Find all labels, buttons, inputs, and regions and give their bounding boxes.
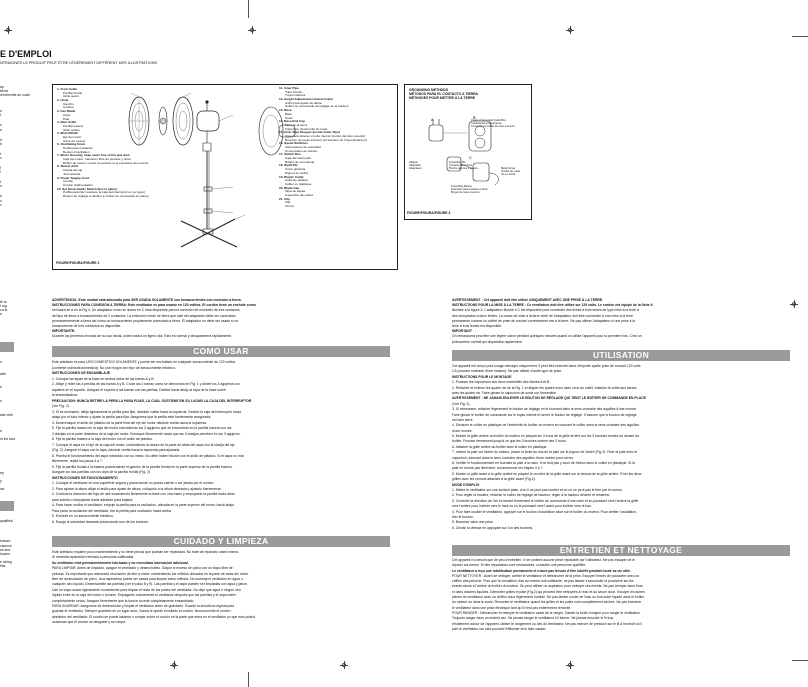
parts-list-item: 2. Hook [57,98,69,103]
section-bar-entretien: ENTRETIEN ET NETTOYAGE [452,545,790,556]
page-subtitle: NTRAIGNES LE PRODUIT PEUT ÊTRE LÉGÈREMENT DIFFÉRENT DES ILLUSTRATIONS [0,61,158,65]
parts-list-item: Pignon de l'arbre [285,170,309,175]
figure-2-caption: FIGURE/FIGURA/FIGURE 2 [56,261,100,265]
text-line: d'une montre. [452,428,473,433]
text-line: 8. Vérifier le fonctionnement en tournant la pale à la main. Il ne doit pas y avoir de friction avec le collier en plastique. Si la [452,461,635,466]
parts-list-item: 6. Oscillating Knob [57,142,86,147]
text-line: Para parar la oscilación del ventilador, tire la perilla para oscilación hacia arriba. [52,508,172,513]
french-utilisation [452,364,792,531]
parts-list-item: Crochet [63,105,74,110]
parts-list-item: Perilla para oscilación [63,146,94,150]
text-line: vers l'arrière pour incliner vers le haut ou en la poussant vers l'avant pour incliner vers le bas. [452,504,592,509]
french-entretien [452,558,792,632]
text-line: aquellos en el soporte. Asegure el soporte a las barras con las perillas. Deslice hacia abajo la tapa de la base sobre [52,387,226,392]
text-line: INSTRUCTIONS POUR LA MISE À LA TERRE : Ce ventilateur doit être utilisé sur 120 volts. Le cordon est équipé de la fiche A [452,303,653,308]
text-line: Su ventilador está permanentemente lubricado y no necesitara lubricación adicional. [52,560,189,565]
parts-list-item: Joint articulé [63,171,81,176]
text-line: Toujours ranger dans un endroit sec. Ne jamais ranger le ventilateur s'il tourne. Ne jamais enrouler le fil trop [452,616,614,621]
left-column-fragments: te ar t rug ou le e s with e s ade with e in the tara ep y ow qualified ensure vacuum es and loosen e wiring this [0,300,16,568]
parts-list-item: Bouton de réglage (maintien le boîtier de commande en place) [63,193,149,198]
parts-list-item: Caja del interruptor [285,156,312,161]
parts-list-item: Verrou [285,204,295,208]
registration-mark [170,661,178,669]
parts-list-item: 7. Motor Housing; keep vents free of lint and dust [57,153,130,158]
parts-list-col1 [57,88,157,199]
text-line: POUR RANGER : Débrancher et nettoyer le ventilateur avant de le ranger. Garder la boîte d'origine pour ranger le ventilateur. [452,610,641,615]
parts-list-item: 9. Power Supply Cord [57,175,89,180]
text-line: CA (courant ordinaire d'une maison). Ne pas utiliser d'autre type de prise. [452,369,563,374]
registration-mark [248,26,256,34]
parts-list-item: Tubo interior [285,89,303,94]
crop-mark [792,660,808,661]
text-line: évents situés à l'arrière du boîtier du moteur. On peut utiliser un aspirateur pour nettoyer ces évents. Ne pas tremper dans l'eau [452,584,643,589]
text-line: tomacorriente de tres contactos es disponible. [52,323,122,328]
figure-3-box [404,84,532,220]
text-line: se ilustra en A en la Fig 3. Un adaptador como se ilustra en C está disponible para la conexión de enchufes de tres contactos [52,308,240,313]
parts-list-item: Parrilla frontal [63,90,83,95]
text-line: alrededor del ventilador. El cordón se puede lastimar o romper sobre el cordón en la parte que entra en el ventilador yo que esto podría [52,614,256,619]
parts-list-item: 18. Shaft Pin [279,163,298,168]
text-line: abajo por el tubo interior y ajuste la perilla para fijar. Asegúrese que la perilla esté fuertemente asegurada. [52,415,212,419]
text-line: 7. Insérer la pale sur l'arbre du moteur, placer la fente au dos de la pale sur le pignon de l'arbre (Fig.2). Fixer la pale avec le [452,450,638,455]
parts-list-item: 13. Base [279,108,292,113]
parts-list-item: Socle [285,115,293,120]
text-line: Cet appareil est conçu pour usage ménager uniquement. Il peut être branché dans n'importe quelle prise de courant 120 volts [452,364,641,368]
text-line: (Voir Fig. 2). [452,401,471,406]
text-line: 3. Contrôler la direction de l'air en tenant fermement le boîtier de commande d'une main et en poussant vers l'arrière la grille [452,498,639,503]
registration-mark [340,661,348,669]
parts-list-item: Clip [285,200,291,205]
parts-list-item: Parrilla trasera [63,123,84,128]
text-line: PRECAUCION: NUNCA RETIRE LA PERILLA PARA FIJAR, LA CUAL SOSTIENE EN SU LUGAR LA CAJA DEL INTERRUPTOR [52,398,252,403]
text-line: 2. Para ajustar la altura afloje el anillo para ajuste de altura; colóquelo a la altura deseada y ajústelo fuertemente. [52,486,222,491]
text-line: PARA LIMPIAR: Antes de limpiarlo, apague el ventilador y desenchúfelo. Saque el exceso de polvo con un trapo libre de [52,566,233,571]
parts-list-item: 14. Base End Cap [279,119,305,124]
text-line: 3. Si es necesario, afloje ligeramente la perilla para fijar, dándole vuelta hacia la izquierda. Deslice la caja del interruptor hacia [52,409,242,414]
parts-list-item: Capuchon d'extrémité du socle [285,126,328,131]
spanish-warning [52,298,390,340]
parts-list-item: 5. Motor/Shaft [57,131,78,136]
text-line: 6. Escoja la velocidad deseada presionando uno de los botones. [52,519,149,524]
parts-list-item: Clavija del eje [63,168,83,173]
text-line: 1. Coloque las tapas de la base en ambos lados de las barras A y B. [52,376,155,381]
parts-list-item: Caja del motor; mantener libre de pelusas y polvo [63,157,132,162]
text-line: AVERTISSEMENT : NE JAMAIS ENLEVER LE BOUTON DE RÉGLAGE QUI TIENT LE BOÎTIER DE COMMANDE EN PLACE [452,396,646,401]
text-line: pièces du ventilateur avec un chiffon doux légèrement humide. Ne pas laisser couler de l'eau ou tout autre liquide dans le boîtier [452,595,645,600]
parts-list-item: Tapa de la tierra [285,122,308,127]
parts-list-item: Capuchon des pales [285,192,314,197]
text-line: 7. Coloque el aspa en el eje de la caja del motor, coincidiendo la ranura de la parte de atrás del aspa con la clavija del eje [52,442,235,447]
text-line: pelusas. Es importante que adecuada circulación de aire a motor, manteniendo los orificios ubicados en la parte de atrás del motor [52,571,249,576]
parts-list-item: 20. Blade Cap [279,185,300,190]
text-line: IMPORTANT [452,329,472,334]
text-line: 1. Coloque el ventilador en una superficie segura y plana donde no pueda caerse o ser jalado por el cordón. [52,481,215,485]
text-line: del tipo de tierra a tomacorrientes de 2 contactos. La extensión verde de tierra que sale del adaptador debe ser conectado [52,313,236,318]
text-line: terre à trois fentes est disponible. [452,323,502,328]
text-line: 2. Pour régler la hauteur, relâcher le collier de réglage de hauteur, régler à la hauteur désirée et resserrer. [452,493,611,498]
text-line: étroitement autour de l'appareil, utiliser le rangement ou des du ventilateur. Ne pas exercer de pression sur le fil à l'endroit où il [452,621,642,626]
text-line: phénomène normal qui disparaîtra rapidement. [452,339,523,344]
parts-list-item: 10. Set Knob (holds Switch Box in place) [57,186,117,191]
parts-list-item: Cordon d'alimentation [63,182,93,187]
text-line: 5. Enchufe en un tomacorriente eléctrico. [52,514,114,518]
parts-list-item: 1. Front Grille [57,87,78,91]
parts-list-item: Bouchon de tuyau intérieur (à l'intérieur du Tuyau Extérieur) [285,137,367,142]
section-bar-como-usar: COMO USAR [52,346,390,357]
text-line: para subirla o empujando hacia adelante para bajarla. [52,497,134,502]
text-line: INSTRUCCIONES DE FUNCIONAMIENTO [52,475,118,480]
text-line: permanentemente a tierra así como un tomacorriente propiamente conectado a tierra. El adaptador no debe ser usado si un [52,318,239,323]
text-line: Cet appareil n'a besoin que de peu d'entretien. Il ne contient aucune pièce réparable par l'utilisateur. Ne pas essayer de le [452,558,635,562]
left-margin-fragments: ap tierra d'extremite du socle n t s e d b t c t l t s e u c [0,85,31,207]
text-line: POUR NETTOYER : Avant de nettoyer, arrêter le ventilateur et débrancher de la prise. Essuyer l'excès de poussière avec un [452,573,640,578]
text-line: illustrée à la figure 3. L'adaptateur illustré à C est disponible pour connecter des fiches à trois lames de type mise à la terre à [452,308,639,313]
text-line: 9. Monter la grille avant à la grille arrière en plaçant le crochet de la grille avant sur le dessus de la grille arrière. Fixer les deux [452,471,642,476]
text-line: 1. Pousser les capuchons aux deux extrémités des Barres A et B. [452,380,551,385]
parts-list-item: Cordón [63,179,74,184]
text-line: pale ne tourne pas librement, recommencer les étapes 4 à 7. [452,466,544,471]
parts-list-item: Anillo para ajuste de altura [285,100,322,105]
spanish-como-usar [52,360,390,525]
parts-list-item: Gancho [63,101,74,106]
text-line: libre de acumulación de polvo. Una aspiradora puede ser usada para limpiar estos orificios. No sumerja el ventilador en agua o [52,576,243,581]
text-line: 1. Mettre le ventilateur sur une surface plate, d'où il ne peut pas tomber et où on ne peut pas le tirer par le cordon. [452,487,623,492]
section-bar-cuidado: CUIDADO Y LIMPIEZA [52,536,390,547]
parts-list-item: Bouton d'oscillation [63,149,90,154]
label-grounding-pin: Grounding Pin Contacto para tierra Broche de mise à la terre [449,161,478,170]
text-line: Durante los primeros minutos de su uso inicial, usted notará un ligero olor. Esto es normal y desaparecerá rápidamente. [52,334,232,339]
parts-list-item: 8. Swivel Joint [57,164,79,169]
text-line: libremente, repita los pasos 4 a 7. [52,459,103,463]
label-metal-screw: Metal Screw Tornillo de metal Vis en métal [501,167,520,176]
text-line: Este artefacto requiere poco mantenimiento y no tiene piezas que puedan ser reparadas. No trate de repararlo usted mismo. [52,550,240,554]
text-line: cualquier otro líquido. Desensamble las parrillas (ver el paso 8 y 9). Las parrillas y el aspa pueden ser limpiadas con agua y jabón. [52,582,248,587]
text-line: ni dans d'autres liquides. Démonter grilles et pale (Fig.2) qui peuvent être nettoyées à l'eau et au savon doux. Essuyer les autres [452,589,645,594]
figure-3-caption: FIGURE/FIGURA/FIGURE 3 [407,211,451,215]
registration-mark [566,26,574,34]
figure-3-title: GROUNDING METHODS MÉTODOS PARA EL CONTACTO A TIERRA MÉTHODES POUR METTRE À LA TERRE [409,88,479,101]
text-line: 3 clavijas en la parte delantera de la caja del motor. Enrosque firmemente hasta que las 3 clavijas penetren en los 3 agujeros. [52,431,241,436]
text-line: 6. Fije la parrilla trasera a la caja del motor con el anillo de plástico. [52,437,154,441]
registration-mark [566,661,574,669]
parts-list-item: Interruptores de velocidad [285,145,321,149]
parts-list-item: 15. Inner Pipe Stopper (inside Outer Pipe) [279,130,341,135]
text-line: líquido entre en la caja del motor o la base. Enjuáguelo nuevamente el ventilador después que las parrillas y el aspa estén [52,593,236,598]
text-line: 6. Attacher la grille arrière au boîtier avec le collier en plastique. [452,444,548,449]
text-line: 2. Relâcher et enlever les quatre vis de la Fig. 1 et aligner les quatre trous avec ceux du collet. Attacher le collet aux barres [452,385,637,390]
text-line: ADVERTENCIA: Este unidad está adecuada para SER USADA SOLAMENTE con tomacorrientes con conexión a tierra. [52,298,242,302]
french-warning [452,298,792,345]
parts-list-item: Eje del motor [63,134,82,139]
text-line: (Fig. 2). Asegure el aspa con la tapa, dándole vuelta hacia la izquierda para ajustarla. [52,448,181,452]
text-line: 5. Fije la parrilla trasera en la caja del motor coincidiendo los 2 agujeros que se encuentran en la parrilla trasera con las [52,426,232,430]
text-line: 9. Fije la parrilla frontal a la trasera posicionando el gancho de la parrilla frontal en la parte superior de la parrilla trasera. [52,464,233,469]
text-line: capuchon, tournant dans le sens contraire des aiguilles d'une montre pour serrer. [452,455,574,460]
text-line: AVERTISSEMENT : Cet appareil doit être utilisé UNIQUEMENT AVEC UNE PRISE À LA TERRE. [452,298,604,302]
text-line: 4. Para hacer oscilar el ventilador, empuje la perilla para la oscilación, ubicada en la parte superior del motor, hacia abajo. [52,503,235,507]
text-line: 4. Pour faire osciller le ventilateur, appuyer sur le bouton d'oscillation situé sur le boîtier du moteur. Pour arrêter l'oscillation, [452,509,637,514]
parts-list-item: Pale [63,116,70,121]
parts-list-item: 19. Plastic Collar [279,174,304,179]
registration-mark [4,26,12,34]
text-line: (corriente ordinaria doméstica). No use ningún otro tipo de tomacorriente eléctrico. [52,365,176,370]
text-line: permanente comme un coffret de prise de courant correctement mis à la terre. Ne pas utiliser l'adaptateur si une prise à la [452,318,636,323]
parts-list-item: Arbre du moteur [63,138,86,143]
text-line: 4. Dévisser le collier en plastique de l'extrémité du boîtier du moteur en tournant le collier dans le sens contraire des aiguilles [452,423,640,428]
crop-mark [792,36,808,37]
text-line: 2. Afloje y retire las 4 perillas de las barras A y B. Cruce las 2 barras como se demuestra en Fig. 1 y alinee los 4 agujeros con [52,382,240,386]
label-cover: Cover of Grounded Outlet Box Cubierta del tomacorriente Couvercle du coffret de mise à la terre [471,119,515,128]
text-line: INSTRUCCIONES PARA CONEXIÓN A TIERRA: Este ventilador es para usarse en 120 voltios. El cordón tiene un enchufe como [52,303,256,308]
text-line: du moteur ou dans le socle. Remonter le ventilateur quand les grilles et les pales sont complètement sèches. Ne pas brancher [452,600,642,605]
text-line: 6. Choisir la vitesse en appuyant sur l'un des boutons. [452,525,534,530]
spanish-cuidado [52,550,390,625]
parts-list-item: Anillo de plástico [285,178,309,183]
text-line: des réceptacles à deux fentes. La cosse de mise à la terre verte de l'adaptateur doit être connectée à une mise à la terre [452,313,634,318]
parts-list-item: Tuyau intérieur [285,93,306,98]
text-line: Le ventilateur a reçu une lubrification permanente et n'aura pas besoin d'être lubrifié pendant toute sa vie utile. [452,568,631,573]
parts-list-item: 21. Clip [279,196,291,201]
text-line: ocasionar que el cordón se desgaste y se rompa. [52,620,127,625]
text-line: grilles avec les verrous attachés à la grille avant (Fig.2). [452,477,536,482]
parts-list-item: Grille arrière [63,127,81,132]
text-line: 3. Controle la dirección del flujo de aire sosteniendo firmemente la base con una mano y empujando la parrilla hacia atrás [52,492,235,496]
text-line: Faire glisser le boîtier de commande sur le tuyau interne et serrer le bouton de réglage. S'assurer que le bouton de réglage [452,412,637,417]
label-grounding-means: Grounding Means Extensión para contacto a tierra Moyen de mise à la terre [451,185,488,194]
text-line: MODE D'EMPLOI [452,482,480,487]
text-line: 8. Prueba el funcionamiento del aspa rotándolo con su mano. No debe haber fricción con el anillo de plástico. Si el aspa no rota [52,453,244,458]
text-line: avec les quatre vis. Faire glisser le capuchon de socle sur l'ensemble. [452,390,557,395]
parts-list-item: Tapa de aspas [285,189,306,194]
parts-list-col2 [279,87,397,209]
text-line: IMPORTANTE: [52,329,76,334]
parts-list-item: Aspa [63,112,71,117]
svg-text:C: C [469,155,472,160]
svg-text:A: A [431,117,434,122]
text-line: réparer soi-même. Si des réparations sont nécessaires, consulter une personne qualifiée. [452,563,587,568]
text-line: est bien serré. [452,417,474,422]
text-line: INSTRUCTIONS POUR LE MONTAGE [452,374,512,379]
parts-list-item: 4. Rear Grille [57,120,77,125]
text-line: chiffon anti-peluche. Pour que la circulation d'air au moteur soit suffisante, ne pas laisser s'accumuler la poussière sur les [452,579,634,584]
text-line: PARA GUARDAR: Asegúrese de desenchufar y limpiar el ventilador antes de guardarlo. Guarde la envoltura original para [52,603,235,608]
parts-list-item: 12. Height Adjustment Control Collar [279,97,334,102]
text-line: 4. Desenrosque el anillo de plástico de la parte final del eje del motor dándole vuelta hacia la izquierda. [52,420,207,425]
parts-list-item: Grille avant [63,94,79,99]
parts-list-item: Commandes de vitesse [285,148,318,153]
text-line: On remarquera peut être une légère odeur pendant quelques minutes quand on utilise l'appareil pour la première fois. C'est un [452,334,642,339]
text-line: le ventilateur dans une prise électrique tant qu'il n'est pas entièrement remonté. [452,605,572,610]
text-line: la ensambladura. [52,393,79,397]
text-line: 3. Si nécessaire, relâcher légèrement le bouton de réglage en le tournant dans le sens contraire des aiguilles d'une montre. [452,407,637,412]
text-line: Use un trapo suave ligeramente humedecido para limpiar el resto de las partes del ventilador. No deje que agua o ningún otro [52,587,241,592]
section-bar-utilisation: UTILISATION [452,350,790,361]
text-line: Este artefacto es para USO DOMESTICO SOLAMENTE y puede ser enchufado en cualquier tomacorriente de 120 voltios [52,360,236,364]
page-title: E D'EMPLOI [0,49,52,59]
parts-list-item: Base [285,111,293,116]
text-line: completamente secos. Asegure firmemente que la tuerca no esté completamente ensamblado. [52,598,195,603]
parts-list-item: Tope para detener el tubo interior (dentro del tubo exterior) [285,133,366,138]
parts-list-item: Perilla para fijar (sostiene la caja del interruptor en su lugar) [63,190,145,195]
parts-list-item: Boîtier de commande [285,159,315,164]
parts-list-item: Boîtier du moteur; retirer la peluche et la poussière des évents [63,160,149,165]
text-line: 5. Brancher dans une prise. [452,520,494,525]
text-line: guardar el ventilador. Siempre guárdelo en un lugar seco. Nunca le quede enrollado el cordón. Nunca enrolle el cordón [52,609,231,614]
parts-list-item: Union giratoria [285,167,306,172]
parts-list-item: 11. Inner Pipe [279,86,299,90]
crop-mark [248,0,249,18]
parts-list-item: Collier en plastique [285,181,312,186]
text-line: Si necesita reparación remítalo a personas calificadas. [52,555,135,560]
crop-mark [248,672,249,687]
label-adapter: Adapter Adaptador Adaptateur [409,161,422,170]
text-line: boîtier. Pousser fermement jusqu'à ce que les 3 broches sortent des 3 trous. [452,439,567,444]
text-line: 5. Monter la grille arrière au boîtier du moteur en plaçant les 3 trous de la grille arrière sur les 3 broches rendes du devant du [452,434,639,439]
parts-list-item: 17. Switch Box [279,152,301,157]
text-line: (Ver Fig. 2). [52,404,70,408]
text-line: INSTRUCCIONES DE ENSAMBLAJE [52,371,111,375]
text-line: Asegure los dos parrillas con los clips de la parrilla frontal (Fig. 2). [52,470,151,474]
parts-list-item: Collier de commande du réglage de la hauteur [285,104,349,109]
parts-list-item: 16. Speed Switches [279,141,308,146]
svg-text:B: B [473,115,476,120]
text-line: tirer le bouton. [452,514,474,519]
parts-list-item: 3. Fan Blade [57,109,76,114]
figure-2-box [52,84,398,270]
text-line: joint le ventilateur car cela pourrait l'effilocher et le faire casser. [452,626,547,631]
